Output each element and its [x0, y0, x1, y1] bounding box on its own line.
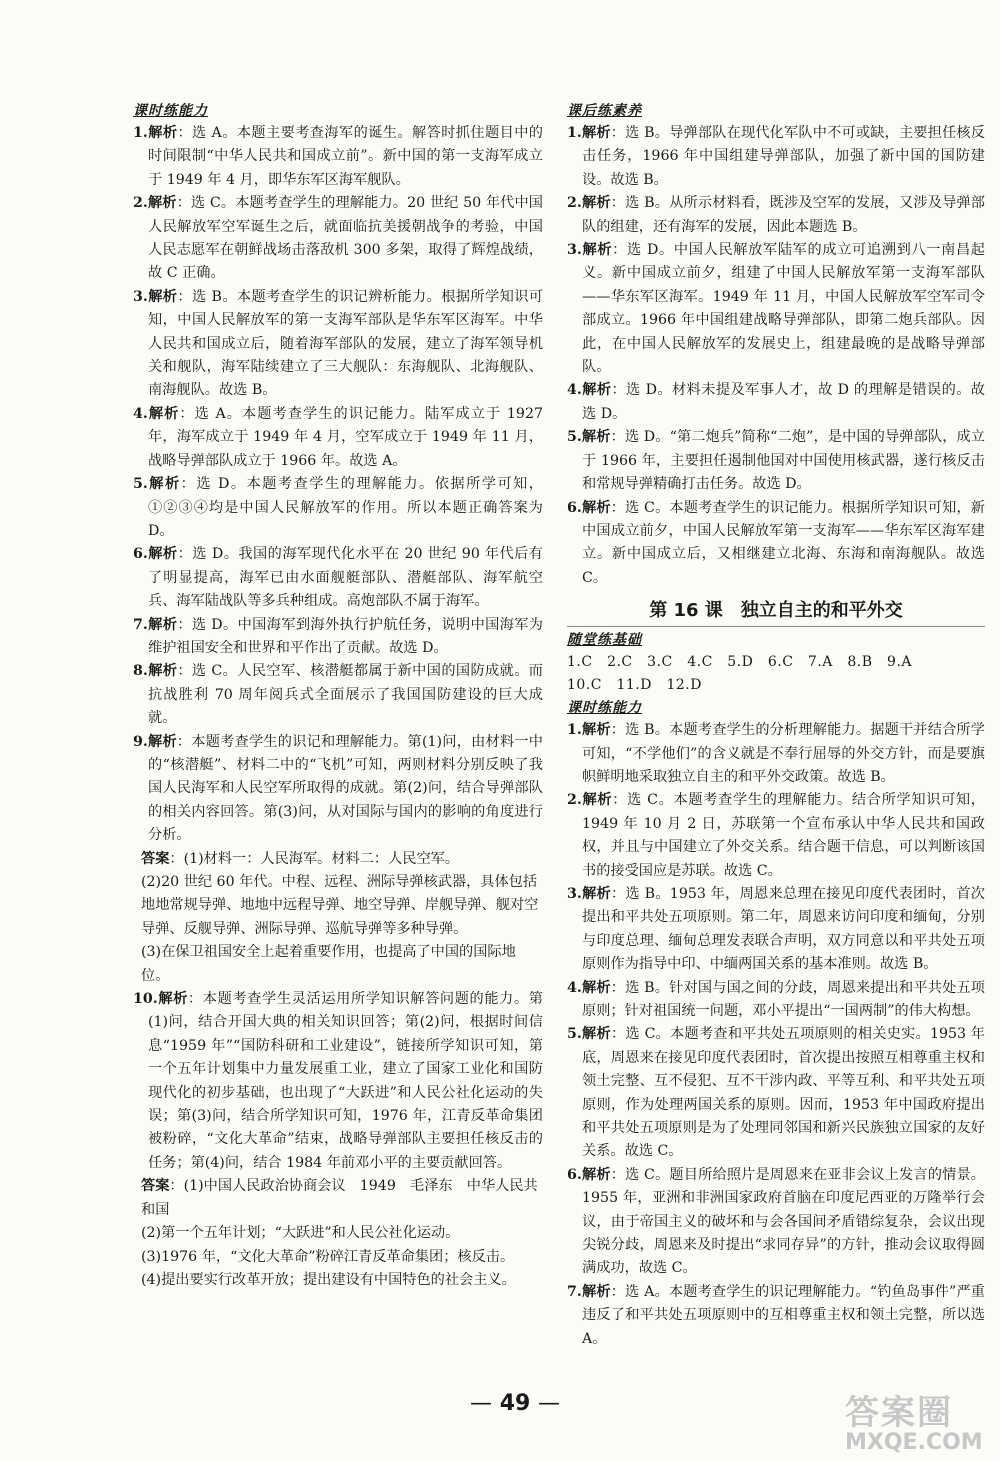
question-item [567, 883, 985, 977]
item-number: 7. [567, 1283, 582, 1300]
left-items [133, 122, 543, 848]
page-number-text: 49 [499, 1391, 531, 1416]
item-number: 7. [133, 616, 148, 633]
lesson-title: 第 16 课 独立自主的和平外交 [567, 596, 985, 627]
item-label: 解析 [157, 991, 188, 1008]
answer-line [133, 871, 543, 941]
question-item [567, 1023, 985, 1163]
item-text: ：选 D。本题考查学生的理解能力。依据所学可知，①②③④均是中国人民解放军的作用。所以本题正确答案为 D。 [148, 476, 543, 539]
item-10 [133, 988, 543, 1175]
item-text: ：选 C。人民空军、核潜艇都属于新中国的国防成就。而抗战胜利 70 周年阅兵式全面展示了我国国防建设的巨大成就。 [148, 663, 543, 727]
question-item [133, 473, 543, 543]
item-text: ：选 C。本题考查学生的理解能力。结合所学知识可知，1949 年 10 月 2 日，苏联第一个宣布承认中华人民共和国政权，并且与中国建立了外交关系。结合题干信息，可以判断该国书的接受国应是苏联。故选 C。 [582, 792, 985, 879]
question-item [133, 988, 543, 1175]
item-number: 5. [567, 429, 582, 446]
item-number: 10. [133, 991, 158, 1008]
answer-text: (3)在保卫祖国安全上起着重要作用，也提高了中国的国际地位。 [141, 944, 516, 984]
item-text: ：选 B。导弹部队在现代化军队中不可或缺，主要担任核反击任务，1966 年中国组建导弹部队，加强了新中国的国防建设。故选 B。 [582, 125, 985, 188]
item-text: ：选 A。本题考查学生的识记能力。陆军成立于 1927 年，海军成立于 1949 年 4 月，空军成立于 1949 年 11 月，战略导弹部队成立于 1966 年。故选 A。 [148, 405, 543, 469]
item-label: 解析 [581, 1166, 611, 1183]
item-number: 1. [133, 125, 148, 141]
item-label: 解析 [581, 499, 611, 516]
question-item [567, 977, 985, 1024]
item-label: 解析 [581, 792, 613, 809]
item-number: 6. [133, 546, 148, 563]
item-text: ：本题考查学生灵活运用所学知识解答问题的能力。第(1)问，结合开国大典的相关知识回答；第(2)问，根据时间信息“1959 年”“国防科研和工业建设”，链接所学知识可知，第一个五年计划集中力量发展重工业，建立了国家工业化和国防现代化的初步基础，也出现了“大跃进”和人民公社化运动的失误；第(3)问，结合所学知识可知，1976 年，江青反革命集团被粉碎，“文化大革命”结束，战略导弹部队主要担任核反击的任务；第(4)问，结合 1984 年前邓小平的主要贡献回答。 [148, 991, 543, 1171]
watermark-logo [845, 1385, 985, 1455]
item-number: 6. [567, 1166, 582, 1183]
item-number: 2. [567, 195, 582, 212]
page-dash-left: — [470, 1391, 493, 1416]
question-item [567, 379, 985, 426]
item-label: 解析 [581, 429, 611, 446]
item-text: ：选 B。针对国与国之间的分歧，周恩来提出和平共处五项原则；针对祖国统一问题，邓小平提出“一国两制”的伟大构想。 [582, 979, 985, 1019]
question-item [133, 403, 543, 473]
item-text: ：选 C。本题考查和平共处五项原则的相关史实。1953 年底，周恩来在接见印度代表团时，首次提出按照互相尊重主权和领土完整、互不侵犯、互不干涉内政、平等互利、和平共处五项原则，作为处理两国关系的原则。因而，1953 年中国政府提出和平共处五项原则是为了处理同邻国和新兴民族独立国家的友好关系。故选 C。 [582, 1026, 985, 1160]
quick-answer-line-1: 1.C 2.C 3.C 4.C 5.D 6.C 7.A 8.B 9.A [567, 654, 913, 671]
item-text: ：选 D。材料未提及军事人才，故 D 的理解是错误的。故选 D。 [582, 382, 985, 422]
question-item [133, 122, 543, 192]
question-item [567, 192, 985, 239]
question-item [133, 660, 543, 730]
item-text: ：本题考查学生的识记和理解能力。第(1)问，由材料一中的“核潜艇”、材料二中的“飞机”可知，两则材料分别反映了我国人民海军和人民空军所取得的成就。第(2)问，结合导弹部队的相关内容回答。第(3)问，从对国际与国内的影响的角度进行分析。 [148, 733, 543, 844]
answer-line [133, 1246, 543, 1269]
section-heading-basics: 随堂练基础 [567, 632, 642, 649]
item-text: ：选 D。中国人民解放军陆军的成立可追溯到八一南昌起义。新中国成立前夕，组建了中国人民解放军第一支海军部队——华东军区海军。1949 年 11 月，中国人民解放军空军司令部成立。1966 年中国组建战略导弹部队，即第二炮兵部队。因此，在中国人民解放军的发展史上，组建最晚的是战略导弹部队。 [582, 242, 985, 376]
item-number: 1. [567, 722, 582, 739]
answer-label: 答案 [141, 850, 170, 867]
question-item [567, 789, 985, 883]
answer-block-10 [133, 1175, 543, 1292]
question-item [567, 122, 985, 192]
item-label: 解析 [581, 125, 611, 141]
item-text: ：选 C。题目所给照片是周恩来在亚非会议上发言的情景。1955 年，亚洲和非洲国家政府首脑在印度尼西亚的万隆举行会议，由于帝国主义的破坏和与会各国间矛盾错综复杂，会议出现尖锐分歧，周恩来及时提出“求同存异”的方针，推动会议取得圆满成功，故选 C。 [582, 1166, 985, 1277]
question-item [133, 192, 543, 286]
question-item [133, 286, 543, 403]
item-label: 解析 [581, 195, 611, 212]
item-label: 解析 [147, 546, 178, 563]
answer-text: (2)20 世纪 60 年代。中程、远程、洲际导弹核武器，具体包括地地常规导弹、地地中远程导弹、地空导弹、岸舰导弹、舰对空导弹、反舰导弹、洲际导弹、巡航导弹等多种导弹。 [141, 874, 539, 937]
item-text: ：选 C。本题考查学生的理解能力。20 世纪 50 年代中国人民解放军空军诞生之后，就面临抗美援朝战争的考验，中国人民志愿军在朝鲜战场击落敌机 300 多架，取得了辉煌战绩，故 C 正确。 [148, 195, 543, 282]
item-label: 解析 [147, 733, 177, 750]
item-text: ：选 D。“第二炮兵”简称“二炮”，是中国的导弹部队，成立于 1966 年，主要担任遏制他国对中国使用核武器，遂行核反击和常规导弹精确打击任务。故选 D。 [582, 429, 985, 493]
item-label: 解析 [147, 288, 178, 305]
item-label: 解析 [147, 405, 180, 422]
answer-line [133, 1269, 543, 1292]
item-label: 解析 [581, 242, 613, 259]
item-label: 解析 [147, 195, 177, 212]
item-label: 解析 [581, 1283, 611, 1300]
left-column [133, 100, 543, 1292]
question-item [567, 497, 985, 591]
watermark-cn: 答案圈 [845, 1393, 953, 1433]
item-text: ：选 A。本题主要考查海军的诞生。解答时抓住题目中的时间限制“中华人民共和国成立前”。新中国的第一支海军成立于 1949 年 4 月，即华东军区海军舰队。 [148, 125, 543, 188]
answer-text: ：(1)材料一：人民海军。材料二：人民空军。 [169, 850, 460, 867]
answer-text: (3)1976 年，“文化大革命”粉碎江青反革命集团；核反击。 [141, 1248, 515, 1265]
question-item [567, 1164, 985, 1281]
answer-text: ：(1)中国人民政治协商会议 1949 毛泽东 中华人民共和国 [141, 1178, 538, 1218]
item-text: ：选 B。从所示材料看，既涉及空军的发展，又涉及导弹部队的组建，还有海军的发展，因此本题选 B。 [582, 195, 985, 235]
question-item [133, 731, 543, 848]
item-label: 解析 [581, 722, 611, 739]
item-number: 9. [133, 733, 148, 750]
page-dash-right: — [537, 1391, 560, 1416]
item-text: ：选 D。中国海军到海外执行护航任务，说明中国海军为维护祖国安全和世界和平作出了贡献。故选 D。 [148, 616, 543, 656]
item-text: ：选 B。1953 年，周恩来总理在接见印度代表团时，首次提出和平共处五项原则。第二年，周恩来访问印度和缅甸，分别与印度总理、缅甸总理发表联合声明，双方同意以和平共处五项原则作为指导中印、中缅两国关系的基本准则。故选 B。 [582, 885, 985, 973]
answer-text: (4)提出要实行改革开放；提出建设有中国特色的社会主义。 [141, 1271, 516, 1288]
item-text: ：选 B。本题考查学生的识记辨析能力。根据所学知识可知，中国人民解放军的第一支海军部队是华东军区海军。中华人民共和国成立后，随着海军部队的发展，建立了海军领导机关和舰队，海军陆续建立了三大舰队：东海舰队、北海舰队、南海舰队。故选 B。 [148, 288, 543, 399]
item-label: 解析 [147, 616, 178, 633]
right-column [567, 100, 985, 1351]
item-number: 8. [133, 663, 148, 680]
answer-line [133, 1222, 543, 1245]
item-number: 4. [567, 979, 582, 996]
item-label: 解析 [581, 979, 611, 996]
item-number: 3. [567, 242, 582, 259]
item-label: 解析 [147, 476, 181, 493]
answer-line [133, 1175, 543, 1222]
item-number: 6. [567, 499, 582, 516]
item-text: ：选 B。本题考查学生的分析理解能力。据题干并结合所学可知，“不学他们”的含义就是不奉行屈辱的外交方针，而是要旗帜鲜明地采取独立自主的和平外交政策。故选 B。 [582, 722, 985, 785]
item-label: 解析 [147, 125, 178, 141]
right-items-2 [567, 719, 985, 1351]
page-number [440, 1391, 590, 1416]
item-number: 3. [567, 885, 582, 902]
item-label: 解析 [581, 1026, 611, 1043]
item-number: 2. [133, 195, 148, 212]
item-label: 解析 [581, 885, 611, 902]
item-text: ：选 A。本题考查学生的识记理解能力。“钓鱼岛事件”严重违反了和平共处五项原则中的互相尊重主权和领土完整，所以选 A。 [582, 1283, 985, 1347]
section-heading-ability-2: 课时练能力 [567, 700, 642, 717]
question-item [133, 543, 543, 613]
watermark-en: MXQE.COM [845, 1430, 983, 1455]
item-text: ：选 D。我国的海军现代化水平在 20 世纪 90 年代后有了明显提高，海军已由水面舰艇部队、潜艇部队、海军航空兵、海军陆战队等多兵种组成。高炮部队不属于海军。 [148, 546, 543, 610]
item-text: ：选 C。本题考查学生的识记能力。根据所学知识可知，新中国成立前夕，中国人民解放军第一支海军——华东军区海军建立。新中国成立后，又相继建立北海、东海和南海舰队。故选 C。 [582, 499, 985, 586]
answer-text: (2)第一个五年计划；“大跃进”和人民公社化运动。 [141, 1225, 460, 1242]
answer-label: 答案 [141, 1178, 170, 1195]
item-number: 5. [133, 476, 148, 493]
item-number: 2. [567, 792, 582, 809]
section-heading-ability: 课时练能力 [133, 103, 208, 119]
question-item [567, 426, 985, 496]
question-item [567, 1281, 985, 1351]
item-number: 5. [567, 1026, 582, 1043]
answer-line [133, 941, 543, 988]
quick-answer-line-2: 10.C 11.D 12.D [567, 677, 702, 694]
answer-line [133, 848, 543, 871]
item-number: 1. [567, 125, 582, 141]
answer-block-9 [133, 848, 543, 988]
question-item [133, 614, 543, 661]
item-label: 解析 [581, 382, 612, 399]
question-item [567, 719, 985, 789]
item-number: 4. [567, 382, 582, 399]
right-items [567, 122, 985, 590]
section-heading-literacy: 课后练素养 [567, 103, 642, 119]
item-label: 解析 [147, 663, 178, 680]
question-item [567, 239, 985, 379]
item-number: 4. [133, 405, 148, 422]
item-number: 3. [133, 288, 148, 305]
